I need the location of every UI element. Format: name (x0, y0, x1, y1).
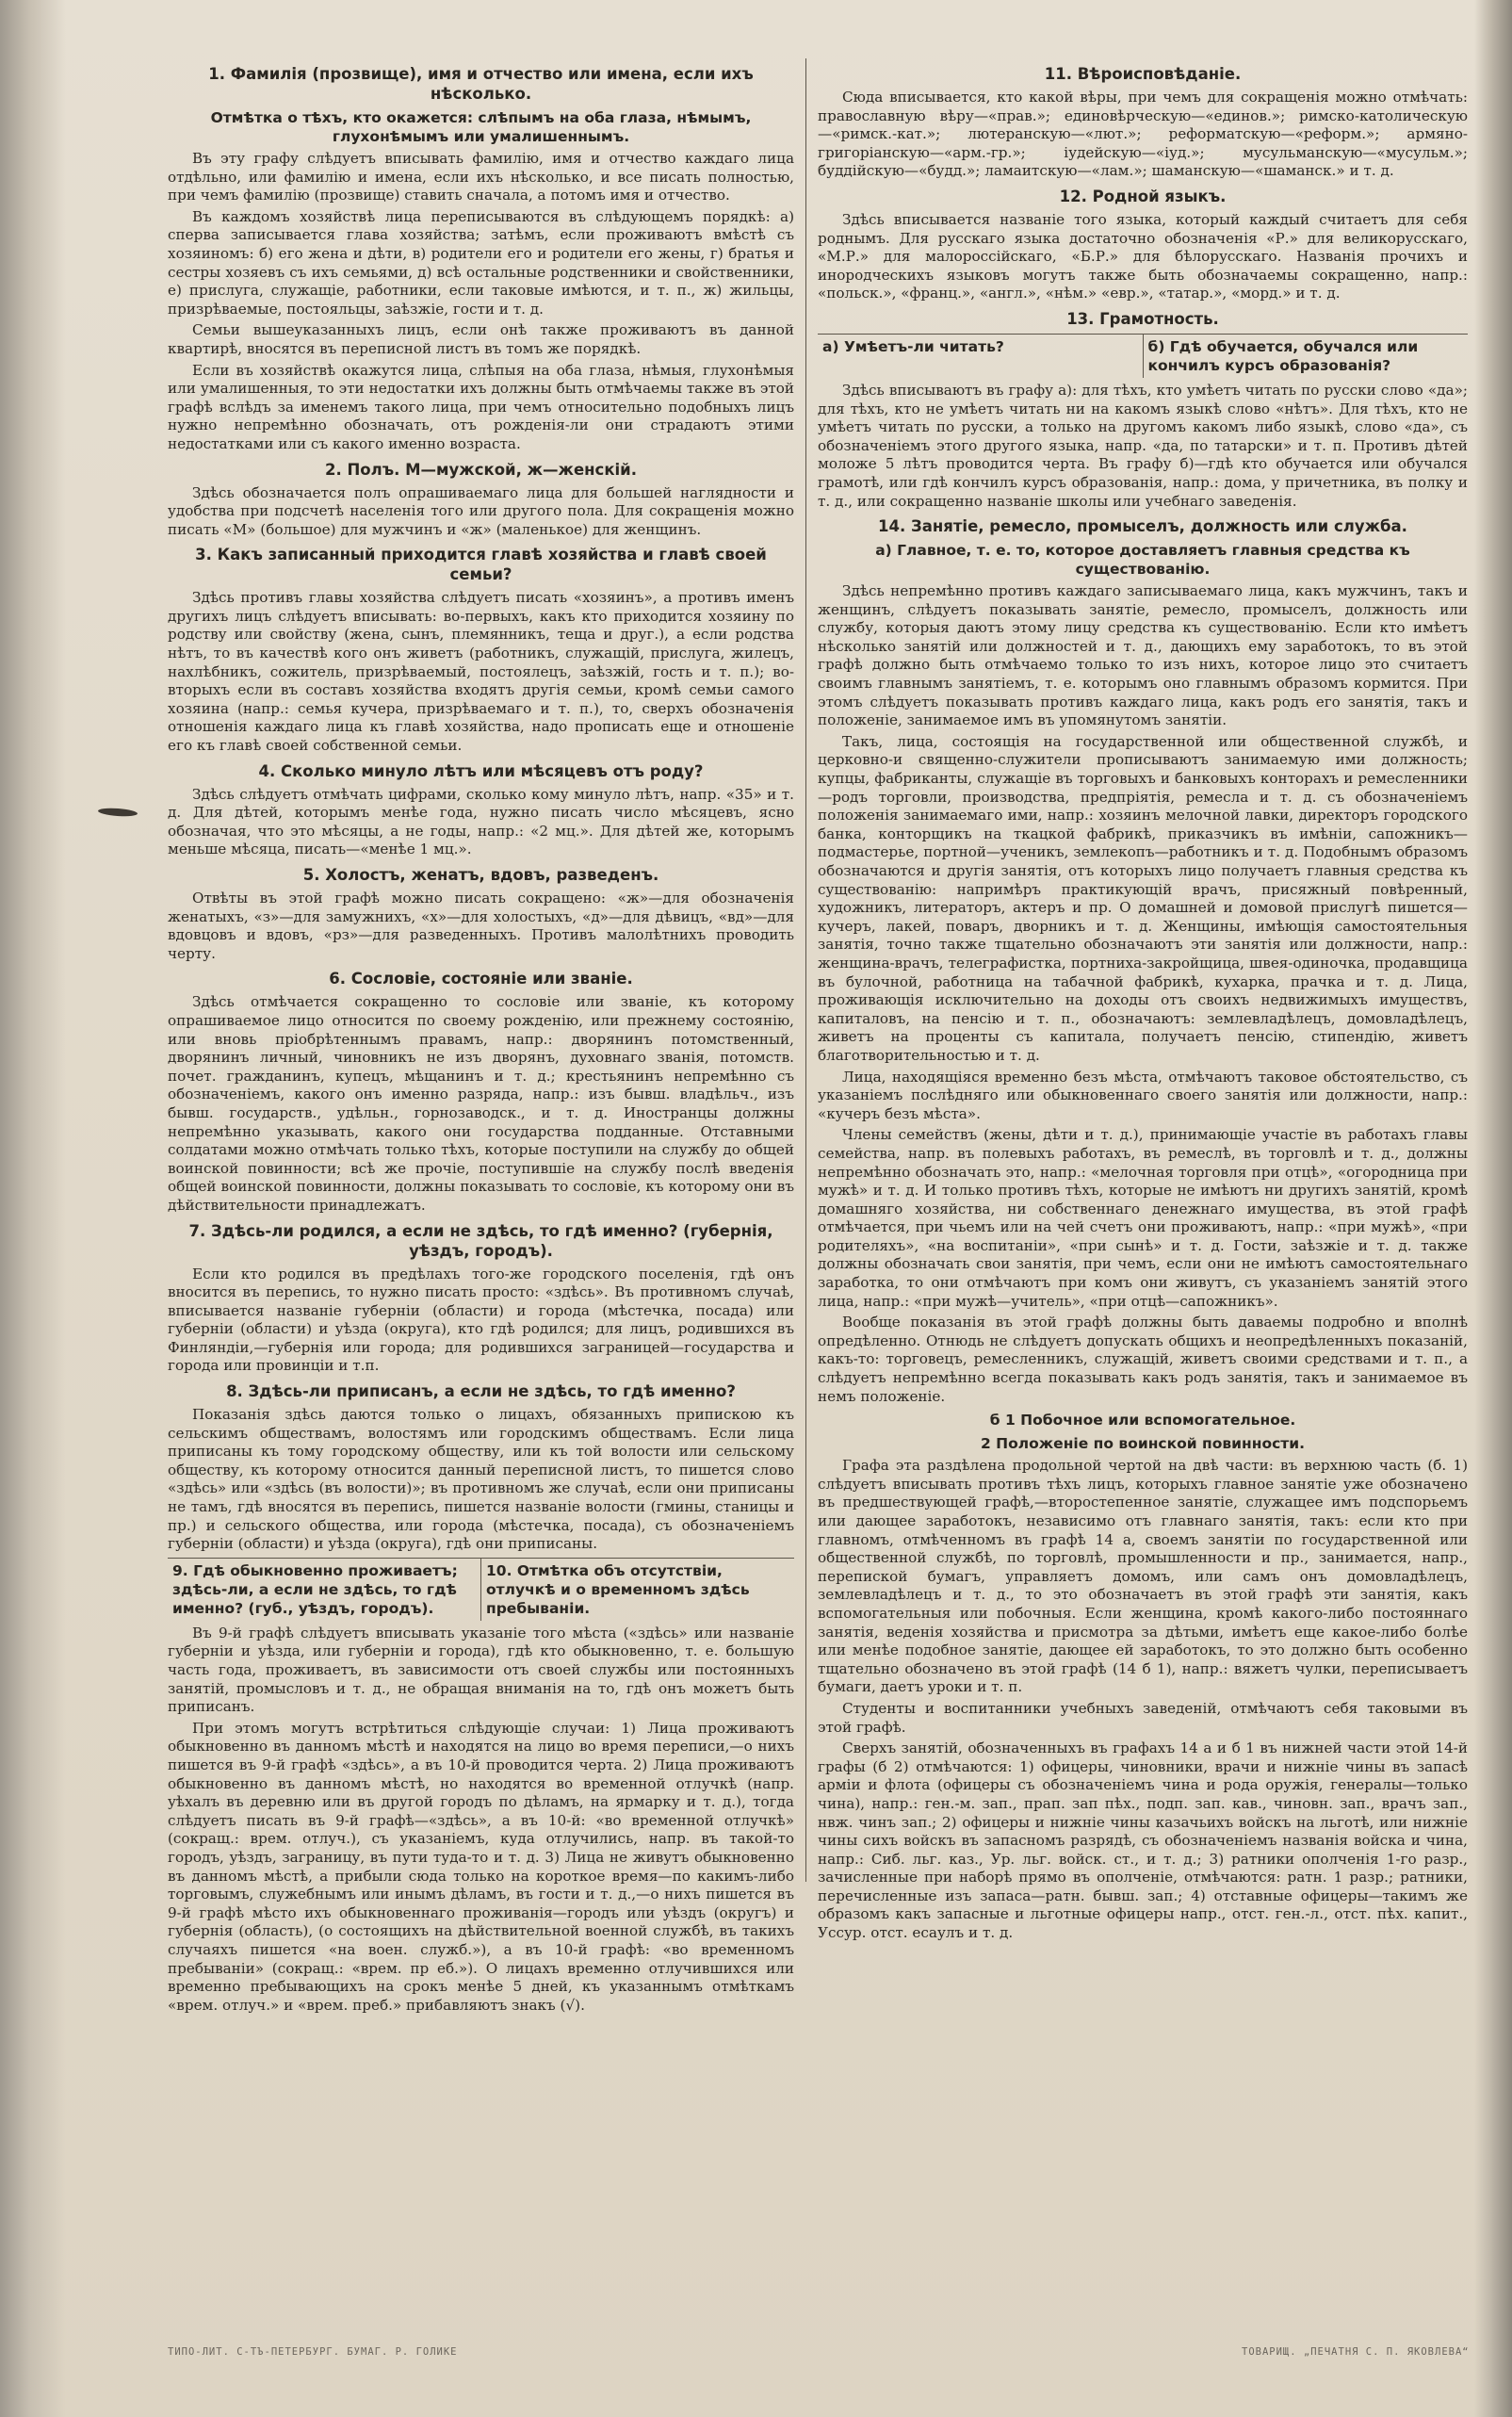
section-13b-cell (1143, 335, 1469, 378)
section-4-title: 4. Сколько минуло лѣтъ или мѣсяцевъ отъ роду? (258, 761, 704, 780)
paragraph: При этомъ могутъ встрѣтиться слѣдующіе случаи: 1) Лица проживаютъ обыкновенно въ данномъ мѣстѣ и находятся на лицо во время переписи,—о нихъ пишется въ 9-й графѣ «здѣсь», а въ 10-й проводится черта. 2) Лица проживаютъ обыкновенно въ данномъ мѣстѣ, но находятся во временной отлучкѣ (напр. уѣхалъ въ деревню или въ другой городъ по дѣламъ, на ярмарку и т. д.), тогда слѣдуетъ писать въ 9-й графѣ—«здѣсь», а въ 10-й: «во временной отлучкѣ» (сокращ.: врем. отлуч.), съ указаніемъ, куда отлучились, напр. въ такой-то городъ, уѣздъ, заграницу, въ пути туда-то и т. д. 3) Лица не живутъ обыкновенно въ данномъ мѣстѣ, а прибыли сюда только на короткое время—по какимъ-либо торговымъ, служебнымъ или инымъ дѣламъ, въ гости и т. д.,—о нихъ пишется въ 9-й графѣ мѣсто ихъ обыкновеннаго проживанія—городъ или уѣздъ (округъ) и губернія (область), (о состоящихъ на дѣйствительной военной службѣ, въ такихъ случаяхъ пишется «на воен. служб.»), а въ 10-й графѣ: «во временномъ пребываніи» (сокращ.: «врем. пр еб.»). О лицахъ временно отлучившихся или временно пребывающихъ на срокъ менѣе 5 дней, къ указаннымъ отмѣткамъ «врем. отлуч.» и «врем. преб.» прибавляютъ знакъ (√). (168, 1719, 794, 2014)
column-divider (805, 58, 806, 1882)
section-1-subtitle: Отмѣтка о тѣхъ, кто окажется: слѣпымъ на оба глаза, нѣмымъ, глухонѣмымъ или умалишеннымъ. (210, 109, 752, 145)
paragraph: Здѣсь слѣдуетъ отмѣчать цифрами, сколько кому минуло лѣтъ, напр. «35» и т. д. Для дѣтей, которымъ менѣе года, нужно писать число мѣсяцевъ, ясно обозначая, что это мѣсяцы, а не годы, напр.: «2 мц.». Для дѣтей же, которымъ меньше мѣсяца, писать—«менѣе 1 мц.». (168, 785, 794, 858)
paragraph: Вообще показанія въ этой графѣ должны быть даваемы подробно и вполнѣ опредѣленно. Отнюдь не слѣдуетъ допускать общихъ и неопредѣленныхъ показаній, какъ-то: торговецъ, ремесленникъ, служащій, живетъ своими средствами и т. п., а слѣдуетъ непремѣнно всегда показывать какъ родъ занятія, такъ и занимаемое въ немъ положеніе. (818, 1314, 1468, 1405)
section-2-title: 2. Полъ. М—мужской, ж—женскій. (325, 460, 637, 479)
printer-imprint-left: ТИПО-ЛИТ. С-ТЪ-ПЕТЕРБУРГ. БУМАГ. Р. ГОЛИКЕ (168, 2346, 458, 2358)
section-11-title: 11. Вѣроисповѣданіе. (1044, 65, 1242, 83)
section-7-title: 7. Здѣсь-ли родился, а если не здѣсь, то гдѣ именно? (губернія, уѣздъ, городъ). (188, 1221, 773, 1260)
right-column (818, 58, 1468, 1946)
paragraph: Въ каждомъ хозяйствѣ лица переписываются въ слѣдующемъ порядкѣ: а) сперва записывается глава хозяйства; затѣмъ, если проживаютъ вмѣстѣ съ хозяиномъ: б) его жена и дѣти, в) родители его и родители его жены, г) братья и сестры хозяевъ съ ихъ семьями, д) всѣ остальные родственники и свойственники, е) прислуга, служащіе, работники, если таковые имѣются, и т. п., ж) жильцы, призрѣваемые, постояльцы, заѣзжіе, гости и т. д. (168, 207, 794, 318)
paragraph: Члены семействъ (жены, дѣти и т. д.), принимающіе участіе въ работахъ главы семейства, напр. въ полевыхъ работахъ, въ ремеслѣ, въ торговлѣ и т. д., должны непремѣнно обозначать это, напр.: «мелочная торговля при отцѣ», «огородница при мужѣ» и т. д. И только противъ тѣхъ, которые не имѣютъ ни другихъ занятій, кромѣ домашняго хозяйства, ни собственнаго денежнаго имущества, въ этой графѣ отмѣчается, при чьемъ или на чей счетъ они проживаютъ, напр.: «при мужѣ», «при родителяхъ», «на воспитаніи», «при сынѣ» и т. д. Гости, заѣзжіе и т. д. также должны обозначать свои занятія, при чемъ, если они не имѣютъ самостоятельнаго заработка, то они отмѣчаютъ при комъ они живутъ, съ указаніемъ занятій этого лица, напр.: «при мужѣ—учитель», «при отцѣ—сапожникъ». (818, 1126, 1468, 1310)
section-1-title: 1. Фамилія (прозвище), имя и отчество или имена, если ихъ нѣсколько. (208, 65, 754, 103)
ink-stain (98, 808, 138, 818)
paragraph: Въ 9-й графѣ слѣдуетъ вписывать указаніе того мѣста («здѣсь» или названіе губерніи и уѣзда, или губерніи и города), гдѣ кто обыкновенно, т. е. большую часть года, проживаетъ, въ зависимости отъ своей службы или постоянныхъ занятій, промысловъ и т. д., не обращая вниманія на то, гдѣ онъ можетъ быть приписанъ. (168, 1624, 794, 1716)
section-14a-subtitle: а) Главное, т. е. то, которое доставляетъ главныя средства къ существованію. (875, 542, 1410, 579)
left-column (168, 58, 794, 2017)
paragraph: Если въ хозяйствѣ окажутся лица, слѣпыя на оба глаза, нѣмыя, глухонѣмыя или умалишенныя, то эти недостатки ихъ должны быть отмѣчаемы также въ этой графѣ вслѣдъ за именемъ такого лица, при чемъ относительно подобныхъ лицъ нужно непремѣнно обозначать, отъ рожденія-ли они страдаютъ этими недостатками или съ какого именно возраста. (168, 361, 794, 452)
section-13a-title: а) Умѣетъ-ли читать? (822, 337, 1004, 355)
section-10-cell (480, 1559, 794, 1621)
printer-imprint-right: ТОВАРИЩ. „ПЕЧАТНЯ С. П. ЯКОВЛЕВА“ (1242, 2346, 1470, 2358)
paragraph: Здѣсь вписывается названіе того языка, который каждый считаетъ для себя роднымъ. Для русскаго языка достаточно обозначенія «Р.» для великорусскаго, «М.Р.» для малороссійскаго, «Б.Р.» для бѣлорусскаго. Названія прочихъ и инородческихъ языковъ могутъ также быть обозначаемы сокращенно, напр.: «польск.», «франц.», «англ.», «нѣм.» «евр.», «татар.», «морд.» и т. д. (818, 210, 1468, 302)
section-9-title: 9. Гдѣ обыкновенно проживаетъ; здѣсь-ли, а если не здѣсь, то гдѣ именно? (губ., уѣздъ, городъ). (172, 1561, 458, 1617)
paragraph: Здѣсь вписываютъ въ графу а): для тѣхъ, кто умѣетъ читать по русски слово «да»; для тѣхъ, кто не умѣетъ читать ни на какомъ языкѣ слово «нѣтъ». Для тѣхъ, кто не умѣетъ читать по русски, а только на другомъ какомъ либо языкѣ, слово «да», съ обозначеніемъ этого другого языка, напр. «да, по татарски» и т. п. Противъ дѣтей моложе 5 лѣтъ проводится черта. Въ графу б)—гдѣ кто обучается или обучался грамотѣ, или гдѣ кончилъ курсъ образованія, напр.: дома, у причетника, въ полку и т. д., или сокращенно названіе школы или учебнаго заведенія. (818, 381, 1468, 510)
paragraph: Студенты и воспитанники учебныхъ заведеній, отмѣчаютъ себя таковыми въ этой графѣ. (818, 1699, 1468, 1736)
paragraph: Показанія здѣсь даются только о лицахъ, обязанныхъ припискою къ сельскимъ обществамъ, волостямъ или городскимъ обществамъ. Если лица приписаны къ тому городскому обществу, или къ той волости или сельскому обществу, къ которому относится данный переписной листъ, то пишется слово «здѣсь» или «здѣсь (въ волости)»; въ противномъ же случаѣ, если они приписаны не тамъ, гдѣ вносятся въ перепись, пишется названіе волости (гмины, станицы и пр.) и сельского общества, или города (мѣстечка, посада), съ обозначеніемъ губерніи (области) и уѣзда (округа), гдѣ они приписаны. (168, 1406, 794, 1553)
section-13-subheaders (818, 334, 1468, 378)
section-9-cell (168, 1559, 480, 1621)
paper-edge-right (1474, 0, 1512, 2417)
paragraph: Семьи вышеуказанныхъ лицъ, если онѣ также проживаютъ въ данной квартирѣ, вносятся въ переписной листъ въ томъ же порядкѣ. (168, 321, 794, 357)
section-5-title: 5. Холостъ, женатъ, вдовъ, разведенъ. (302, 866, 659, 884)
section-13-title: 13. Грамотность. (1066, 309, 1219, 328)
paragraph: Въ эту графу слѣдуетъ вписывать фамилію, имя и отчество каждаго лица отдѣльно, или фамилію и имена, если ихъ нѣсколько, и все писать полностью, при чемъ фамилію (прозвище) ставить сначала, а потомъ имя и отчество. (168, 150, 794, 204)
paragraph: Здѣсь непремѣнно противъ каждаго записываемаго лица, какъ мужчинъ, такъ и женщинъ, слѣдуетъ показывать занятіе, ремесло, промыселъ, должность или службу, которыя даютъ этому лицу средства къ существованію. Если кто имѣетъ нѣсколько занятій или должностей и т. д., дающихъ ему заработокъ, то въ этой графѣ должно быть отмѣчаемо только то изъ нихъ, которое лицо это считаетъ своимъ главнымъ занятіемъ, т. е. которымъ оно главнымъ образомъ кормится. При этомъ слѣдуетъ показывать противъ каждаго лица, какъ родъ его занятія, такъ и положеніе, занимаемое имъ въ упомянутомъ занятіи. (818, 582, 1468, 729)
section-14b1-title: б 1 Побочное или вспомогательное. (989, 1412, 1296, 1429)
section-13a-cell (818, 335, 1143, 378)
paragraph: Если кто родился въ предѣлахъ того-же городского поселенія, гдѣ онъ вносится въ перепись, то нужно писать просто: «здѣсь». Въ противномъ случаѣ, вписывается названіе губерніи (области) и города (мѣстечка, посада) или губерніи (области) и уѣзда (округа), кто гдѣ родился; для лицъ, родившихся въ Финляндіи,—губернія или города; для родившихся заграницей—государства и города или провинціи и т.п. (168, 1265, 794, 1375)
paragraph: Сверхъ занятій, обозначенныхъ въ графахъ 14 а и б 1 въ нижней части этой 14-й графы (б 2) отмѣчаются: 1) офицеры, чиновники, врачи и нижніе чины въ запасѣ арміи и флота (офицеры съ обозначеніемъ чина и рода оружія, генералы—только чина), напр.: ген.-м. зап., прап. зап пѣх., подп. зап. кав., чиновн. зап., врачъ зап., нвж. чинъ зап.; 2) офицеры и нижніе чины казачьихъ войскъ на льготѣ, или нижніе чины сихъ войскъ въ запасномъ разрядѣ, съ обозначеніемъ названія войска и чина, напр.: Сиб. льг. каз., Ур. льг. войск. ст., и т. д.; 3) ратники ополченія 1-го разр., зачисленные при наборѣ прямо въ ополченіе, отмѣчаются: ратн. 1 разр.; ратники, перечисленные изъ запаса—ратн. бывш. зап.; 4) отставные офицеры—такимъ же образомъ какъ запасные и льготные офицеры напр., отст. ген.-л., отст. пѣх. капит., Уссур. отст. есаулъ и т. д. (818, 1739, 1468, 1942)
section-3-title: 3. Какъ записанный приходится главѣ хозяйства и главѣ своей семьи? (195, 546, 767, 584)
section-6-title: 6. Сословіе, состояніе или званіе. (329, 970, 633, 988)
paragraph: Здѣсь противъ главы хозяйства слѣдуетъ писать «хозяинъ», а противъ именъ другихъ лицъ слѣдуетъ вписывать: во-первыхъ, какъ кто приходится хозяину по родству или свойству (жена, сынъ, племянникъ, теща и друг.), а если родства нѣтъ, то въ качествѣ кого онъ живетъ (работникъ, служащій, прислуга, жилецъ, нахлѣбникъ, сожитель, призрѣваемый, постоялецъ, заѣзжій, гость и т. п.); во-вторыхъ если въ составъ хозяйства входятъ другія семьи, кромѣ семьи самого хозяина (напр.: семья кучера, призрѣваемаго и т. п.), то, сверхъ обозначенія отношенія каждаго лица къ главѣ хозяйства, надо прописать еще и отношеніе его къ главѣ своей собственной семьи. (168, 589, 794, 755)
paragraph: Лица, находящіяся временно безъ мѣста, отмѣчаютъ таковое обстоятельство, съ указаніемъ послѣдняго или обыкновеннаго своего занятія или должности, напр.: «кучеръ безъ мѣста». (818, 1068, 1468, 1122)
section-10-title: 10. Отмѣтка объ отсутствіи, отлучкѣ и о временномъ здѣсь пребываніи. (486, 1561, 750, 1617)
section-14-title: 14. Занятіе, ремесло, промыселъ, должность или служба. (878, 517, 1407, 536)
paragraph: Здѣсь отмѣчается сокращенно то сословіе или званіе, къ которому опрашиваемое лицо относится по своему рожденію, или прежнему состоянію, или вновь пріобрѣтеннымъ правамъ, напр.: дворянинъ потомственный, дворянинъ личный, чиновникъ не изъ дворянъ, духовнаго званія, потомств. почет. гражданинъ, купецъ, мѣщанинъ и т. д.; крестьянинъ непремѣнно съ обозначеніемъ, какого онъ именно разряда, напр.: изъ бывш. владѣльч., изъ бывш. государств., удѣльн., горнозаводск., и т. д. Иностранцы должны непремѣнно указывать, какого они государства подданные. Отставными солдатами можно отмѣчать только тѣхъ, которые поступили на службу до общей воинской повинности; всѣ же прочіе, поступившіе на службу послѣ введенія общей воинской повинности, должны показывать то сословіе, къ которому они въ дѣйствительности принадлежатъ. (168, 993, 794, 1214)
paragraph: Такъ, лица, состоящія на государственной или общественной службѣ, и церковно-и священно-служители прописываютъ занимаемую ими должность; купцы, фабриканты, служащіе въ торговыхъ и банковыхъ конторахъ и ремесленники—родъ торговли, производства, предпріятія, ремесла и т. д. съ обозначеніемъ положенія занимаемаго ими, напр.: хозяинъ мелочной лавки, директоръ городского банка, конторщикъ на ткацкой фабрикѣ, приказчикъ въ имѣніи, сапожникъ—подмастерье, портной—ученикъ, землекопъ—работникъ и т. д. Подобнымъ образомъ обозначаются и другія занятія, отъ которыхъ лицо получаетъ главныя средства къ существованію: напримѣръ практикующій врачъ, присяжный повѣренный, художникъ, литераторъ, актеръ и пр. О домашней и домовой прислугѣ пишется—кучеръ, лакей, поваръ, дворникъ и т. д. Женщины, имѣющія самостоятельныя занятія, точно также тщательно обозначаютъ эти занятія или должности, напр.: женщина-врачъ, телеграфистка, портниха-закройщица, швея-одиночка, продавщица въ булочной, работница на табачной фабрикѣ, кухарка, прачка и т. д. Лица, проживающія исключительно на доходы отъ своихъ недвижимыхъ имуществъ, капиталовъ, на пенсію и т. п., обозначаютъ: землевладѣлецъ, домовладѣлецъ, живетъ на проценты съ капитала, получаетъ пенсію, стипендію, живетъ благотворительностью и т. д. (818, 732, 1468, 1064)
section-13b-title: б) Гдѣ обучается, обучался или кончилъ курсъ образованія? (1147, 337, 1419, 374)
section-8-title: 8. Здѣсь-ли приписанъ, а если не здѣсь, то гдѣ именно? (226, 1382, 736, 1401)
paragraph: Сюда вписывается, кто какой вѣры, при чемъ для сокращенія можно отмѣчать: православную вѣру—«прав.»; единовѣрческую—«единов.»; римско-католическую—«римск.-кат.»; лютеранскую—«лют.»; реформатскую—«реформ.»; армяно-григоріанскую—«арм.-гр.»; іудейскую—«іуд.»; мусульманскую—«мусульм.»; буддійскую—«будд.»; ламаитскую—«лам.»; шаманскую—«шаманск.» и т. д. (818, 89, 1468, 180)
paragraph: Здѣсь обозначается полъ опрашиваемаго лица для большей наглядности и удобства при подсчетѣ населенія того или другого пола. Для сокращенія можно писать «М» (большое) для мужчинъ и «ж» (маленькое) для женщинъ. (168, 483, 794, 538)
paper-edge-left (0, 0, 66, 2417)
section-12-title: 12. Родной языкъ. (1059, 187, 1227, 205)
paragraph: Графа эта раздѣлена продольной чертой на двѣ части: въ верхнюю часть (б. 1) слѣдуетъ вписывать противъ тѣхъ лицъ, которыхъ главное занятіе уже обозначено въ предшествующей графѣ,—второстепенное занятіе, служащее имъ подспорьемъ или дающее заработокъ, независимо отъ главнаго занятія, такъ: если кто при главномъ, отмѣченномъ въ графѣ 14 а, своемъ занятіи по государственной или общественной службѣ, по торговлѣ, промышленности и пр., занимается, напр., перепиской бумагъ, управляетъ домомъ, или самъ онъ домовладѣлецъ, землевладѣлецъ и т. д., то это обозначаетъ въ этой графѣ эти занятія, какъ вспомогательныя или побочныя. Если женщина, кромѣ какого-либо постояннаго занятія, веденія хозяйства и присмотра за дѣтьми, имѣетъ еще какое-либо болѣе или менѣе подобное занятіе, дающее ей заработокъ, то это должно быть особенно тщательно обозначено въ этой графѣ (14 б 1), напр.: вяжетъ чулки, переписываетъ бумаги, даетъ уроки и т. п. (818, 1457, 1468, 1696)
sections-9-10-header (168, 1558, 794, 1621)
paragraph: Отвѣты въ этой графѣ можно писать сокращено: «ж»—для обозначенія женатыхъ, «з»—для замужнихъ, «х»—для холостыхъ, «д»—для дѣвицъ, «вд»—для вдовцовъ и вдовъ, «рз»—для разведенныхъ. Противъ малолѣтнихъ проводить черту. (168, 890, 794, 962)
section-14b2-title: 2 Положеніе по воинской повинности. (980, 1435, 1306, 1453)
